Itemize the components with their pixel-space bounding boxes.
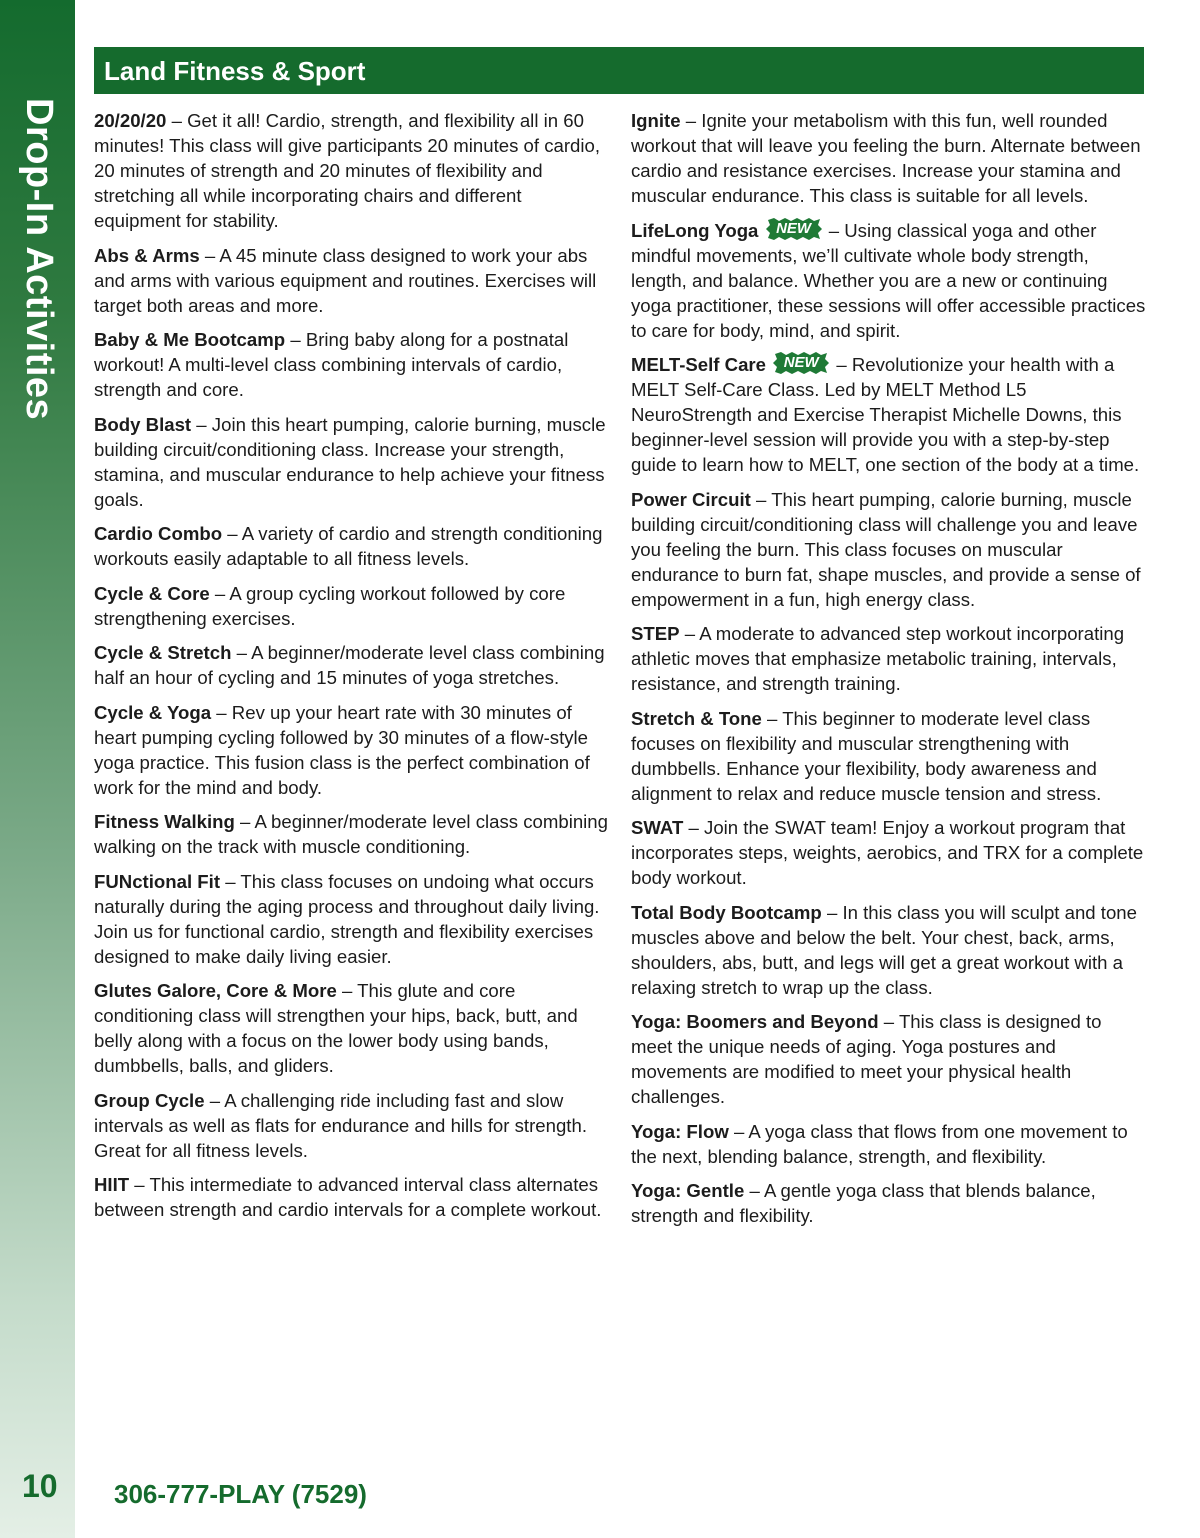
class-name: Yoga: Gentle <box>631 1180 745 1201</box>
phone-number: 306-777-PLAY (7529) <box>114 1479 367 1509</box>
class-entry <box>631 815 1146 890</box>
class-description: – A challenging ride including fast and slow intervals as well as flats for endurance and hills for strength. Great for all fitness levels. <box>94 1089 587 1161</box>
class-entry <box>631 621 1146 696</box>
class-name: Fitness Walking <box>94 811 235 832</box>
class-description: – Ignite your metabolism with this fun, well rounded workout that will leave you feeling the burn. Alternate between cardio and resistance exercises. Increase your stamina and muscular endurance. This class is suitable for all levels. <box>631 110 1141 206</box>
class-name: Yoga: Boomers and Beyond <box>631 1011 879 1032</box>
class-description: – This heart pumping, calorie burning, muscle building circuit/conditioning class will challenge you and leave you feeling the burn. This class focuses on muscular endurance to burn fat, shape muscles, and provide a sense of empowerment in a fun, high energy class. <box>631 488 1141 610</box>
class-entry <box>94 700 612 800</box>
class-description: – Rev up your heart rate with 30 minutes of heart pumping cycling followed by 30 minutes of a flow-style yoga practice. This fusion class is the perfect combination of work for the mind and body. <box>94 701 590 798</box>
class-name: Power Circuit <box>631 488 751 510</box>
class-entry <box>94 108 612 233</box>
class-description: – A beginner/moderate level class combining walking on the track with muscle conditioning. <box>94 811 608 857</box>
class-name: Cycle & Stretch <box>94 642 232 663</box>
side-bar <box>0 0 75 1538</box>
class-name: Body Blast <box>94 413 192 435</box>
right-column <box>631 108 1146 1238</box>
class-entry <box>631 218 1146 343</box>
section-header: Land Fitness & Sport <box>94 47 1144 94</box>
class-entry <box>94 640 612 690</box>
class-name: Glutes Galore, Core & More <box>94 980 337 1001</box>
class-name: Abs & Arms <box>94 244 200 266</box>
class-entry <box>631 900 1146 1000</box>
class-entry <box>631 706 1146 806</box>
class-description: – Using classical yoga and other mindful movements, we’ll cultivate whole body strength, length, and balance. Whether you are a new or continuing yoga practitioner, these sessions will offer accessible practices to care for body, mind, and spirit. <box>631 219 1146 341</box>
class-name: Baby & Me Bootcamp <box>94 329 286 350</box>
class-name: Stretch & Tone <box>631 707 762 729</box>
class-entry <box>631 487 1146 612</box>
class-name: STEP <box>631 623 680 644</box>
class-description: – This class is designed to meet the unique needs of aging. Yoga postures and movements are modified to meet your physical health challenges. <box>631 1011 1102 1107</box>
class-name: Ignite <box>631 110 681 131</box>
left-column <box>94 108 612 1232</box>
class-entry <box>94 1172 612 1222</box>
class-entry <box>94 978 612 1078</box>
class-description: – Join this heart pumping, calorie burning, muscle building circuit/conditioning class. Increase your strength, stamina, and muscular endurance to help achieve your fitness goals. <box>94 413 606 510</box>
class-name: MELT-Self Care <box>631 354 767 375</box>
class-entry <box>631 1119 1146 1169</box>
class-entry <box>94 869 612 969</box>
class-name: Cardio Combo <box>94 523 223 544</box>
class-description: – This intermediate to advanced interval class alternates between strength and cardio intervals for a complete workout. <box>94 1174 602 1220</box>
new-badge <box>766 218 822 240</box>
class-entry <box>631 1178 1146 1228</box>
class-name: Yoga: Flow <box>631 1120 729 1142</box>
class-description: – Join the SWAT team! Enjoy a workout program that incorporates steps, weights, aerobics, and TRX for a complete body workout. <box>631 817 1144 888</box>
class-entry <box>631 108 1146 208</box>
class-entry <box>94 581 612 631</box>
class-description: – This glute and core conditioning class will strengthen your hips, back, butt, and belly along with a focus on the lower body using bands, dumbbells, balls, and gliders. <box>94 980 578 1076</box>
class-description: – In this class you will sculpt and tone muscles above and below the belt. Your chest, back, arms, shoulders, abs, butt, and legs will get a great workout with a relaxing stretch to wrap up the class. <box>631 901 1137 998</box>
class-entry <box>94 243 612 318</box>
class-entry <box>94 521 612 571</box>
class-description: – A moderate to advanced step workout incorporating athletic moves that emphasize metabolic training, intervals, resistance, and strength training. <box>631 623 1125 694</box>
class-entry <box>94 412 612 512</box>
class-description: – This class focuses on undoing what occurs naturally during the aging process and throughout daily living. Join us for functional cardio, strength and flexibility exercises designed to make daily living easier. <box>94 870 600 967</box>
class-entry <box>94 327 612 402</box>
class-name: 20/20/20 <box>94 110 167 131</box>
class-name: HIIT <box>94 1174 130 1195</box>
class-description: – A yoga class that flows from one movement to the next, blending balance, strength, and flexibility. <box>631 1120 1128 1167</box>
new-badge-text: NEW <box>776 219 812 237</box>
class-name: Group Cycle <box>94 1089 205 1111</box>
class-description: – A beginner/moderate level class combining half an hour of cycling and 15 minutes of yoga stretches. <box>94 642 605 688</box>
class-entry <box>94 1088 612 1163</box>
class-description: – A 45 minute class designed to work your abs and arms with various equipment and routines. Exercises will target both areas and more. <box>94 244 597 316</box>
class-entry <box>631 352 1146 477</box>
class-description: – A variety of cardio and strength conditioning workouts easily adaptable to all fitness levels. <box>94 523 603 569</box>
class-name: SWAT <box>631 817 684 838</box>
new-badge <box>773 352 829 374</box>
class-name: FUNctional Fit <box>94 870 221 892</box>
class-name: Cycle & Core <box>94 582 210 604</box>
new-badge-text: NEW <box>783 354 819 371</box>
page-number: 10 <box>22 1468 58 1504</box>
side-title: Drop-In Activities <box>18 98 60 421</box>
class-name: LifeLong Yoga <box>631 219 759 241</box>
class-entry <box>631 1009 1146 1109</box>
class-entry <box>94 809 612 859</box>
class-description: – Revolutionize your health with a MELT Self-Care Class. Led by MELT Method L5 NeuroStrength and Exercise Therapist Michelle Downs, this beginner-level session will provide you with a step-by-step guide to learn how to MELT, one section of the body at a time. <box>631 354 1140 475</box>
class-description: – Bring baby along for a postnatal workout! A multi-level class combining intervals of cardio, strength and core. <box>94 329 569 400</box>
class-description: – Get it all! Cardio, strength, and flexibility all in 60 minutes! This class will give participants 20 minutes of cardio, 20 minutes of strength and 20 minutes of flexibility and stretching all while incorporating chairs and different equipment for stability. <box>94 110 601 231</box>
class-name: Cycle & Yoga <box>94 701 212 723</box>
class-description: – A gentle yoga class that blends balance, strength and flexibility. <box>631 1180 1096 1226</box>
class-description: – A group cycling workout followed by core strengthening exercises. <box>94 582 566 629</box>
class-name: Total Body Bootcamp <box>631 901 822 923</box>
class-description: – This beginner to moderate level class focuses on flexibility and muscular strengthening with dumbbells. Enhance your flexibility, body awareness and alignment to relax and reduce muscle tension and stress. <box>631 707 1102 804</box>
